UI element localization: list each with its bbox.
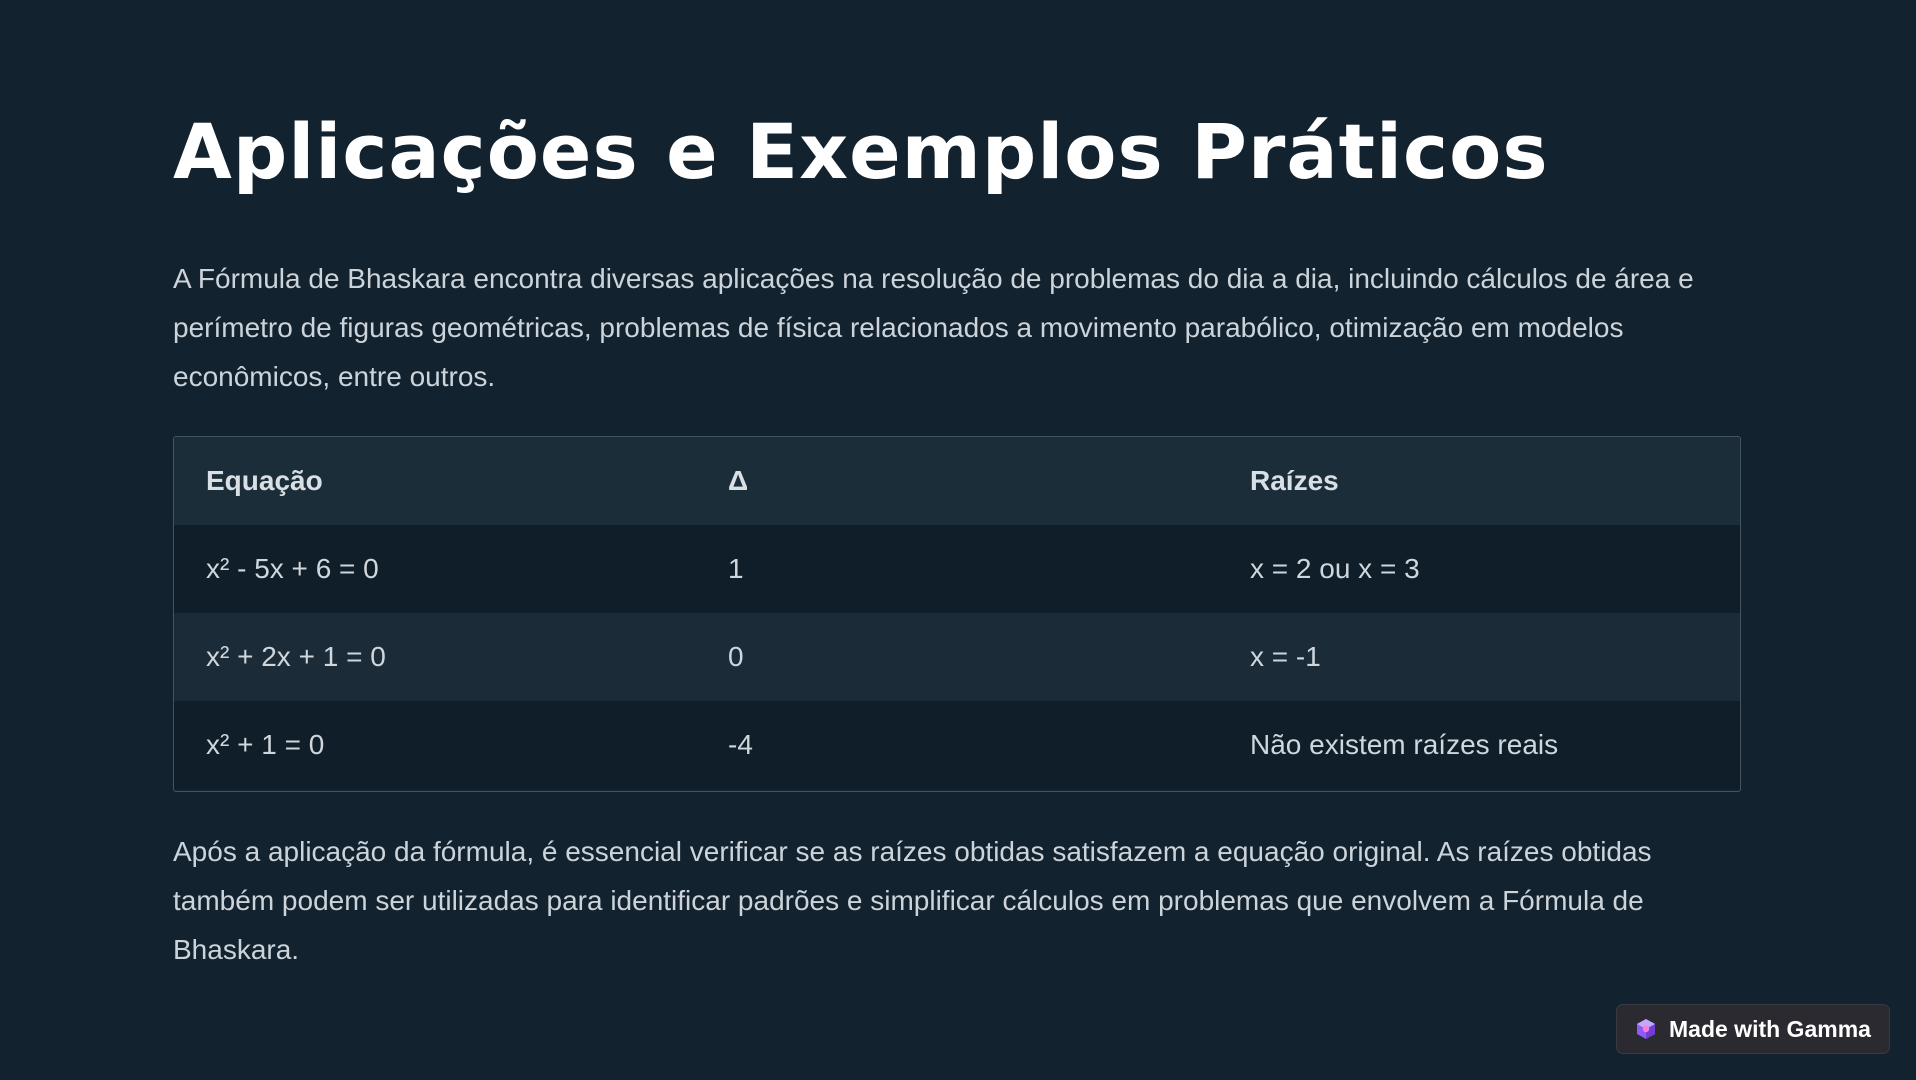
table-row <box>174 701 1740 789</box>
header-roots: Raízes <box>1250 465 1339 496</box>
cell-delta: 0 <box>728 641 744 672</box>
cell-roots: x = 2 ou x = 3 <box>1250 553 1420 584</box>
header-delta: Δ <box>728 465 749 496</box>
slide-title: Aplicações e Exemplos Práticos <box>173 107 1549 196</box>
gamma-logo-icon <box>1635 1018 1657 1040</box>
badge-label: Made with Gamma <box>1669 1015 1871 1042</box>
cell-delta: -4 <box>728 729 753 760</box>
outro-paragraph: Após a aplicação da fórmula, é essencial verificar se as raízes obtidas satisfazem a equação original. As raízes obtidas também podem ser utilizadas para identificar padrões e simplificar cálculos em problemas que envolvem a Fórmula de Bhaskara. <box>173 836 1652 965</box>
header-equation: Equação <box>206 465 323 496</box>
table-row <box>174 525 1740 613</box>
cell-equation: x² - 5x + 6 = 0 <box>206 553 379 584</box>
intro-paragraph: A Fórmula de Bhaskara encontra diversas aplicações na resolução de problemas do dia a dia, incluindo cálculos de área e perímetro de figuras geométricas, problemas de física relacionados a movimento parabólico, otimização em modelos econômicos, entre outros. <box>173 263 1694 392</box>
cell-roots: x = -1 <box>1250 641 1321 672</box>
made-with-gamma-badge[interactable] <box>1616 1004 1890 1054</box>
roots-table <box>173 436 1741 792</box>
cell-roots: Não existem raízes reais <box>1250 729 1559 760</box>
table-header-row <box>174 437 1740 525</box>
table-row <box>174 613 1740 701</box>
cell-delta: 1 <box>728 553 744 584</box>
cell-equation: x² + 1 = 0 <box>206 729 325 760</box>
cell-equation: x² + 2x + 1 = 0 <box>206 641 386 672</box>
